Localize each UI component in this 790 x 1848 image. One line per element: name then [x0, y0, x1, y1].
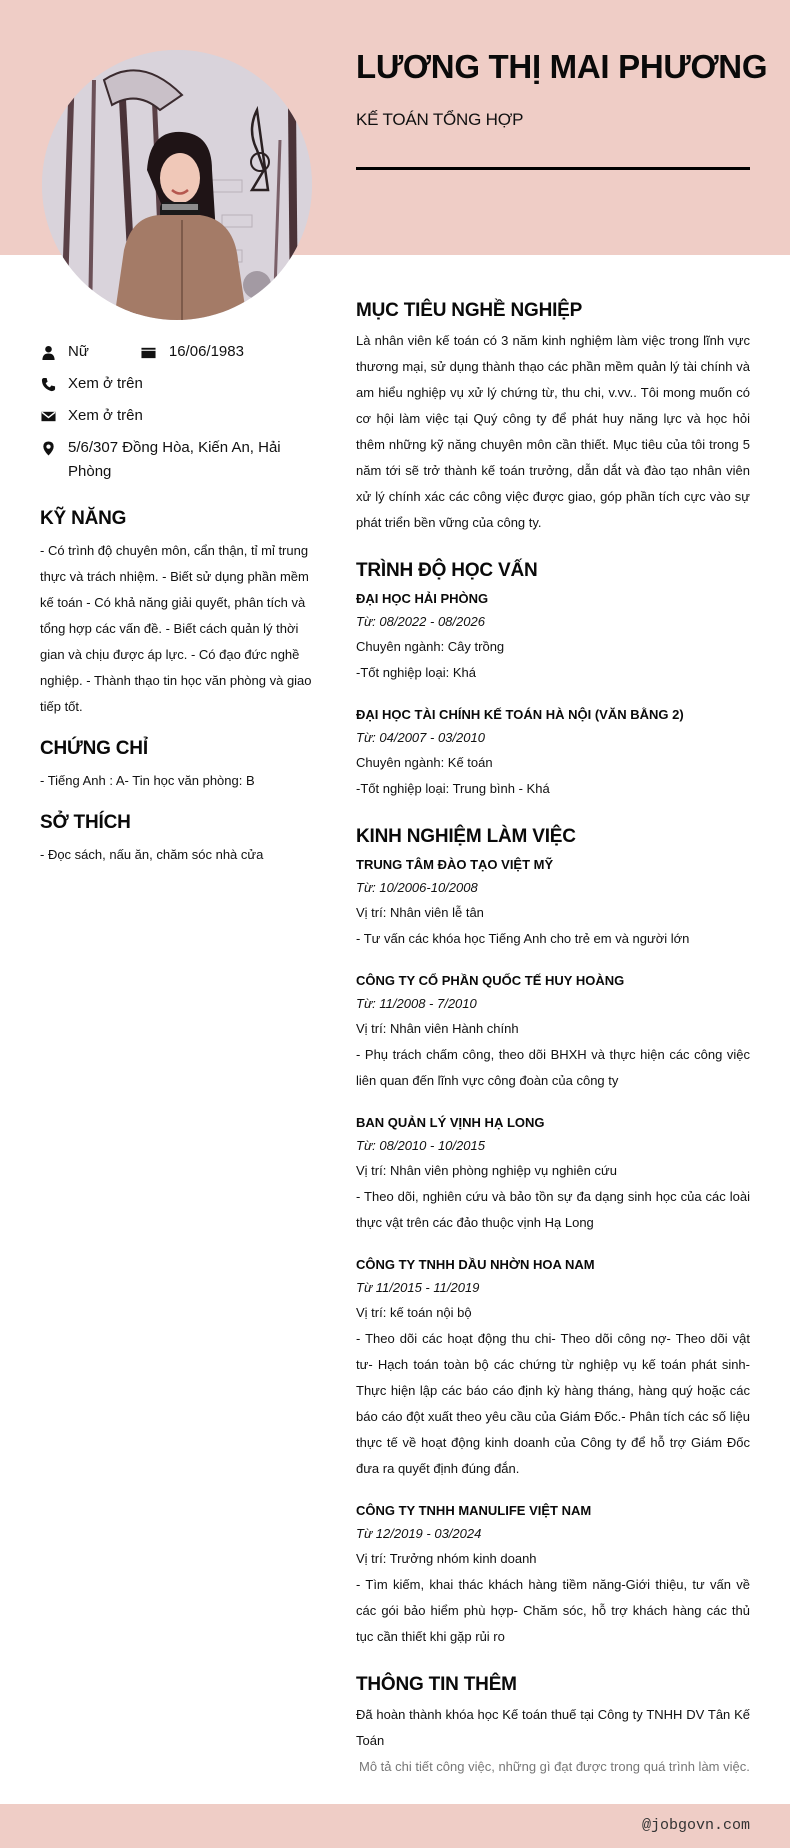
additional-info-placeholder: Mô tả chi tiết công việc, những gì đạt được trong quá trình làm việc. [359, 1759, 750, 1774]
dob-field [141, 340, 244, 364]
experience-item [356, 1254, 750, 1482]
experience-description: - Theo dõi các hoạt động thu chi- Theo dõi công nợ- Theo dõi vật tư- Hạch toán toàn bộ các chứng từ nghiệp vụ kế toán phát sinh- Thực hiện lập các báo cáo định kỳ hàng tháng, hàng quý hoặc các báo cáo đột xuất theo yêu cầu của Giám Đốc.- Phân tích các số liệu thực tế về hoạt động kinh doanh của Công ty để hỗ trợ Giám Đốc đưa ra quyết định đúng đắn. [356, 1331, 750, 1476]
email-value: Xem ở trên [68, 407, 143, 424]
certificates-text: - Tiếng Anh : A- Tin học văn phòng: B [40, 773, 255, 788]
school-name: ĐẠI HỌC TÀI CHÍNH KẾ TOÁN HÀ NỘI (VĂN BẰNG 2) [356, 707, 684, 722]
objective-heading: MỤC TIÊU NGHỀ NGHIỆP [356, 300, 583, 321]
company-name: CÔNG TY TNHH DẦU NHỜN HOA NAM [356, 1257, 595, 1272]
education-section [356, 560, 750, 802]
mail-icon [40, 404, 56, 428]
experience-description: - Tìm kiếm, khai thác khách hàng tiềm năng-Giới thiệu, tư vấn về các gói bảo hiểm phù hợp- Chăm sóc, hỗ trợ khách hàng các thủ tục cần thiết khi gặp rủi ro [356, 1577, 750, 1644]
objective-section [356, 300, 750, 536]
candidate-name: LƯƠNG THỊ MAI PHƯƠNG [356, 48, 768, 85]
address-row [40, 436, 315, 484]
gender-dob-row [40, 340, 315, 364]
job-title: KẾ TOÁN TỔNG HỢP [356, 110, 524, 129]
experience-date: Từ: 08/2010 - 10/2015 [356, 1138, 485, 1153]
additional-info-section [356, 1674, 750, 1780]
education-date: Từ: 04/2007 - 03/2010 [356, 730, 485, 745]
education-item [356, 588, 750, 686]
experience-position: Vị trí: Nhân viên phòng nghiệp vụ nghiên cứu [356, 1163, 617, 1178]
experience-position: Vị trí: Nhân viên Hành chính [356, 1021, 519, 1036]
company-name: BAN QUẢN LÝ VỊNH HẠ LONG [356, 1115, 545, 1130]
experience-date: Từ: 10/2006-10/2008 [356, 880, 478, 895]
school-name: ĐẠI HỌC HẢI PHÒNG [356, 591, 489, 606]
experience-item [356, 1112, 750, 1236]
education-major: Chuyên ngành: Cây trồng [356, 639, 505, 654]
right-column [356, 300, 750, 1804]
additional-info-heading: THÔNG TIN THÊM [356, 1674, 517, 1695]
hobbies-text: - Đọc sách, nấu ăn, chăm sóc nhà cửa [40, 847, 264, 862]
experience-item [356, 1500, 750, 1650]
address-value: 5/6/307 Đồng Hòa, Kiến An, Hải Phòng [68, 439, 281, 480]
experience-description: - Theo dõi, nghiên cứu và bảo tồn sự đa dạng sinh học của các loài thực vật trên các đảo thuộc vịnh Hạ Long [356, 1189, 750, 1230]
company-name: CÔNG TY CỔ PHẦN QUỐC TẾ HUY HOÀNG [356, 973, 625, 988]
experience-position: Vị trí: kế toán nội bộ [356, 1305, 472, 1320]
education-date: Từ: 08/2022 - 08/2026 [356, 614, 485, 629]
hobbies-heading: SỞ THÍCH [40, 812, 131, 833]
experience-section [356, 826, 750, 1650]
experience-position: Vị trí: Trưởng nhóm kinh doanh [356, 1551, 537, 1566]
objective-text: Là nhân viên kế toán có 3 năm kinh nghiệm làm việc trong lĩnh vực thương mại, sử dụng thành thạo các phần mềm quản lý tài chính và am hiểu nghiệp vụ xử lý chứng từ, thu chi, v.vv.. Tôi mong muốn có cơ hội làm việc tại Quý công ty để phát huy năng lực và học hỏi thêm những kỹ năng chuyên môn cần thiết. Mục tiêu của tôi trong 5 năm tới sẽ trở thành kế toán trưởng, dẫn dắt và đào tạo nhân viên xử lý chính xác các công việc được giao, góp phần tích cực vào sự phát triển bền vững của công ty. [356, 333, 750, 530]
profile-photo [42, 50, 312, 320]
skills-heading: KỸ NĂNG [40, 508, 127, 529]
skills-text: - Có trình độ chuyên môn, cẩn thận, tỉ mỉ trung thực và trách nhiệm. - Biết sử dụng phần mềm kế toán - Có khả năng giải quyết, phân tích và tổng hợp các vấn đề. - Biết cách quản lý thời gian và chịu được áp lực. - Có đạo đức nghề nghiệp. - Thành thạo tin học văn phòng và giao tiếp tốt. [40, 543, 312, 714]
experience-date: Từ 11/2015 - 11/2019 [356, 1280, 480, 1295]
experience-position: Vị trí: Nhân viên lễ tân [356, 905, 484, 920]
experience-date: Từ 12/2019 - 03/2024 [356, 1526, 482, 1541]
title-divider [356, 167, 750, 170]
left-column [40, 340, 315, 868]
person-icon [40, 340, 56, 364]
experience-item [356, 970, 750, 1094]
phone-row [40, 372, 315, 396]
education-heading: TRÌNH ĐỘ HỌC VẤN [356, 560, 538, 581]
experience-description: - Phụ trách chấm công, theo dõi BHXH và thực hiện các công việc liên quan đến lĩnh vực công đoàn của công ty [356, 1047, 750, 1088]
email-row [40, 404, 315, 428]
additional-info-text: Đã hoàn thành khóa học Kế toán thuế tại Công ty TNHH DV Tân Kế Toán [356, 1707, 750, 1748]
calendar-icon [141, 340, 157, 364]
education-grade: -Tốt nghiệp loại: Khá [356, 665, 476, 680]
experience-date: Từ: 11/2008 - 7/2010 [356, 996, 477, 1011]
phone-icon [40, 372, 56, 396]
company-name: TRUNG TÂM ĐÀO TẠO VIỆT MỸ [356, 857, 554, 872]
dob-value: 16/06/1983 [168, 343, 244, 360]
experience-item [356, 854, 750, 952]
gender-value: Nữ [68, 343, 89, 360]
education-major: Chuyên ngành: Kế toán [356, 755, 493, 770]
education-grade: -Tốt nghiệp loại: Trung bình - Khá [356, 781, 550, 796]
education-item [356, 704, 750, 802]
company-name: CÔNG TY TNHH MANULIFE VIỆT NAM [356, 1503, 592, 1518]
phone-value: Xem ở trên [68, 375, 143, 392]
footer-watermark: @jobgovn.com [641, 1817, 750, 1834]
certificates-heading: CHỨNG CHỈ [40, 738, 148, 759]
location-pin-icon [40, 436, 56, 460]
experience-description: - Tư vấn các khóa học Tiếng Anh cho trẻ em và người lớn [356, 931, 690, 946]
experience-heading: KINH NGHIỆM LÀM VIỆC [356, 826, 576, 847]
